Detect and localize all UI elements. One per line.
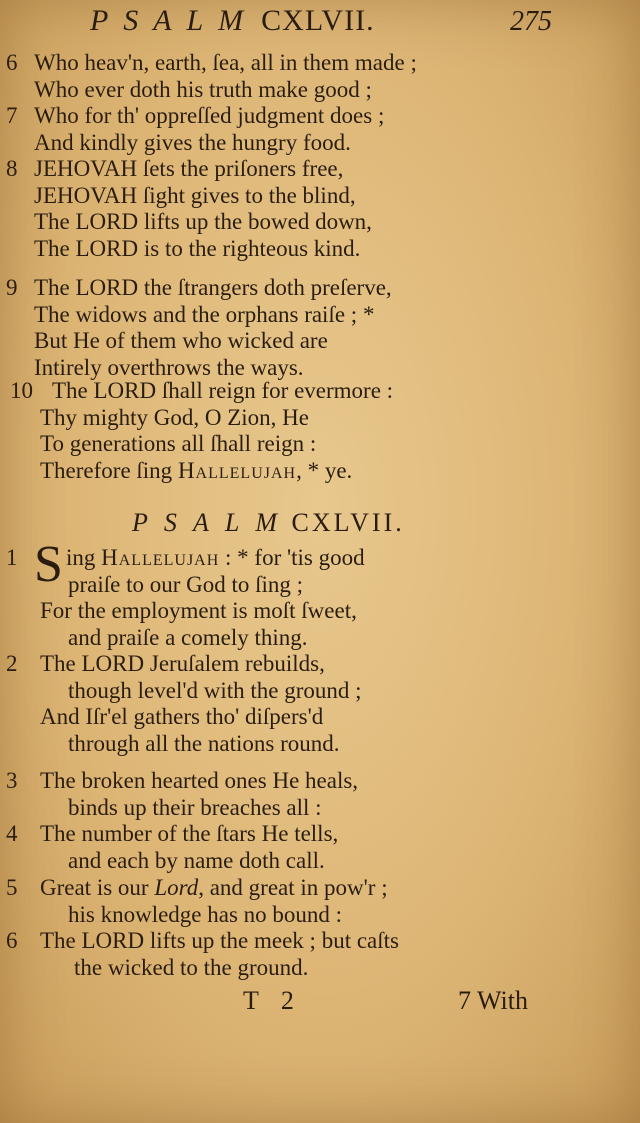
verse-line: and praiſe a comely thing. xyxy=(68,624,308,650)
verse-line: For the employment is moſt ſweet, xyxy=(40,598,357,623)
verse-line: The broken hearted ones He heals, xyxy=(40,768,359,793)
verse-7-part1 xyxy=(0,103,600,156)
verse-line: The LORD Jeruſalem rebuilds, xyxy=(40,651,325,676)
page-number: 275 xyxy=(510,6,552,37)
verse-8-part1 xyxy=(0,156,600,262)
verse-line: And Iſr'el gathers tho' diſpers'd xyxy=(40,704,324,729)
verse-line: The widows and the orphans raiſe ; * xyxy=(34,301,375,327)
verse-number: 2 xyxy=(6,651,18,676)
verse-4-part2 xyxy=(0,821,600,874)
verse-number: 3 xyxy=(6,768,18,793)
verse-line: And kindly gives the hungry food. xyxy=(34,129,351,155)
verse-line: The LORD is to the righteous kind. xyxy=(34,235,361,261)
drop-cap: S xyxy=(34,536,63,593)
verse-line: and each by name doth call. xyxy=(68,847,325,873)
section-title-word: P S A L M xyxy=(132,508,283,537)
verse-9-part1 xyxy=(0,275,600,381)
verse-number: 4 xyxy=(6,821,18,846)
catchword: 7 With xyxy=(458,986,528,1015)
verse-line: Great is our Lord, and great in pow'r ; xyxy=(40,875,388,900)
verse-line: his knowledge has no bound : xyxy=(68,901,343,927)
running-title-number: CXLVII. xyxy=(261,4,375,37)
section-title-number: CXLVII. xyxy=(291,508,405,537)
verse-6-part1 xyxy=(0,50,600,103)
running-title-word: P S A L M xyxy=(90,4,248,37)
verse-line: the wicked to the ground. xyxy=(74,954,309,980)
verse-line: The number of the ſtars He tells, xyxy=(40,821,339,846)
section-title xyxy=(132,508,405,538)
hallelujah-smallcaps: Hallelujah xyxy=(177,457,297,483)
running-title xyxy=(90,4,375,38)
verse-number: 6 xyxy=(6,50,18,75)
hallelujah-smallcaps: Hallelujah xyxy=(101,545,220,570)
verse-line: Intirely overthrows the ways. xyxy=(34,354,304,380)
verse-number: 9 xyxy=(6,275,18,300)
signature-mark: T 2 xyxy=(243,986,302,1015)
verse-line: Who heav'n, earth, ſea, all in them made ; xyxy=(34,50,417,75)
verse-5-part2 xyxy=(0,875,600,928)
verse-10-part1 xyxy=(0,378,600,484)
verse-line: Who for th' oppreſſed judgment does ; xyxy=(34,103,385,128)
verse-line: But He of them who wicked are xyxy=(34,328,328,353)
verse-number: 7 xyxy=(6,103,18,128)
verse-line: To generations all ſhall reign : xyxy=(40,431,317,456)
verse-number: 8 xyxy=(6,156,18,181)
verse-line: Who ever doth his truth make good ; xyxy=(34,76,372,102)
verse-line: binds up their breaches all : xyxy=(68,794,322,820)
verse-line: through all the nations round. xyxy=(68,730,340,756)
verse-line: Thy mighty God, O Zion, He xyxy=(40,404,309,430)
verse-1-part2 xyxy=(0,536,600,651)
verse-number: 5 xyxy=(6,875,18,900)
verse-line: JEHOVAH ſets the priſoners free, xyxy=(34,156,344,181)
verse-line: The LORD lifts up the meek ; but caſts xyxy=(40,928,399,953)
verse-line: though level'd with the ground ; xyxy=(68,677,362,703)
verse-number: 1 xyxy=(6,545,18,570)
verse-line: praiſe to our God to ſing ; xyxy=(68,571,304,597)
verse-6-part2 xyxy=(0,928,600,981)
verse-line: The LORD lifts up the bowed down, xyxy=(34,209,372,234)
lord-italic: Lord xyxy=(154,875,199,900)
verse-line: The LORD the ſtrangers doth preſerve, xyxy=(34,275,392,300)
verse-2-part2 xyxy=(0,651,600,757)
verse-line: Therefore ſing Hallelujah, * ye. xyxy=(40,457,353,483)
verse-number: 6 xyxy=(6,928,18,953)
verse-line: ing Hallelujah : * for 'tis good xyxy=(66,545,365,570)
verse-line: The LORD ſhall reign for evermore : xyxy=(52,378,394,403)
verse-number: 10 xyxy=(10,378,33,403)
verse-3-part2 xyxy=(0,768,600,821)
verse-line: JEHOVAH ſight gives to the blind, xyxy=(34,182,356,208)
